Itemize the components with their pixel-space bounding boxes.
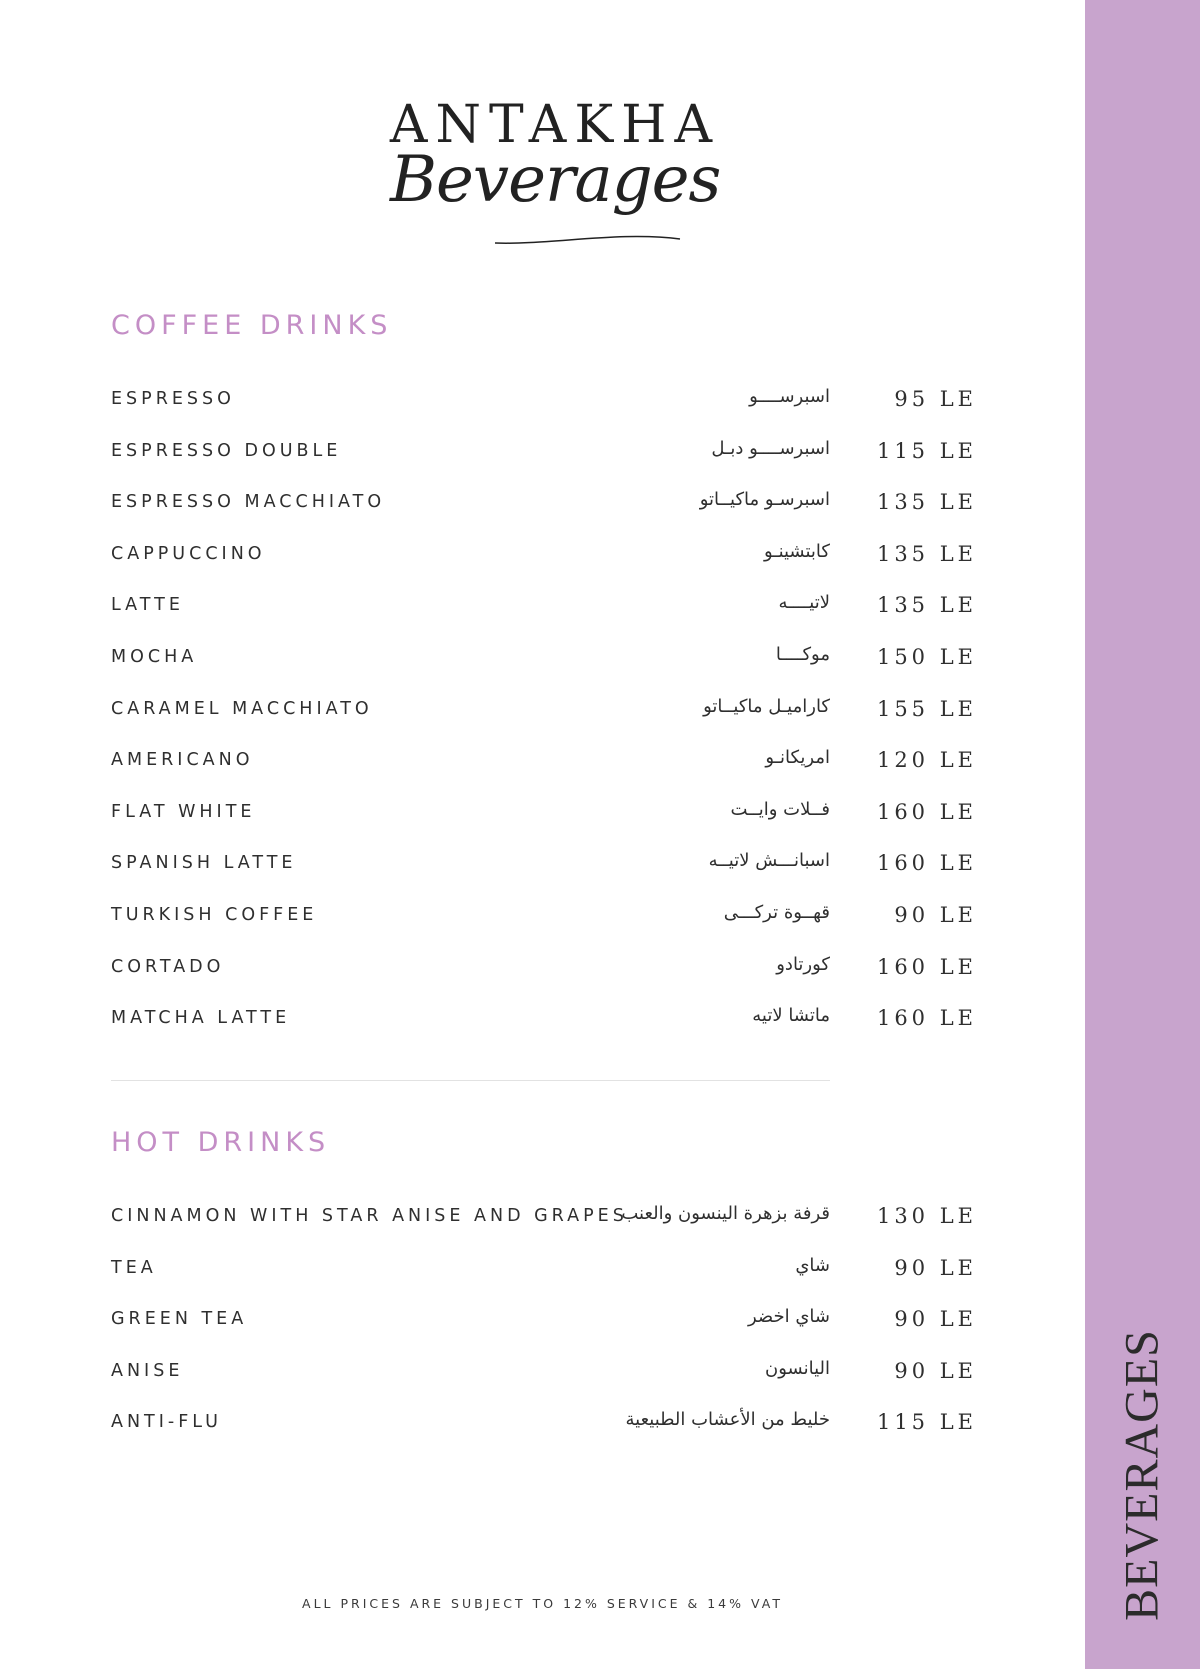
item-price: 155 LE [876,696,977,721]
item-name-en: CINNAMON WITH STAR ANISE AND GRAPES [111,1206,628,1226]
item-price: 150 LE [876,645,977,669]
menu-item-row [0,850,1085,893]
menu-item-row [0,953,1085,997]
item-price: 160 LE [876,1006,977,1031]
item-name-en: ESPRESSO MACCHIATO [111,492,386,513]
item-name-en: ESPRESSO DOUBLE [111,440,342,461]
item-name-ar: اسبرســــو دبـل [711,437,830,459]
item-name-ar: قرفة بزهرة الينسون والعنب [621,1203,830,1224]
item-name-ar: شاي اخضر [747,1306,830,1328]
side-band-label: BEVERAGES [1115,1329,1169,1621]
item-price: 160 LE [876,851,977,876]
item-name-en: FLAT WHITE [111,801,256,822]
item-price: 90 LE [894,903,977,927]
item-price: 90 LE [894,1255,977,1280]
item-name-en: MATCHA LATTE [111,1008,291,1029]
item-price: 135 LE [876,490,977,515]
menu-item-row [0,902,1085,945]
item-price: 115 LE [876,438,977,463]
logo-brand-text: ANTAKHA [389,95,721,155]
item-name-ar: كاراميـل ماكيــاتو [703,695,830,717]
logo-swash [380,135,730,245]
menu-item-row [0,1357,1085,1401]
item-name-ar: فــلات وايــت [730,798,830,820]
menu-item-row [0,489,1085,532]
item-price: 135 LE [876,593,977,618]
menu-item-row [0,1203,1085,1246]
item-name-en: SPANISH LATTE [111,853,297,874]
item-name-ar: اسبرســــو [749,386,830,407]
item-name-ar: اسبانـــش لاتيــه [708,850,830,872]
item-price: 120 LE [876,748,977,773]
menu-item-row [0,798,1085,842]
item-name-en: ESPRESSO [111,389,235,409]
item-price: 160 LE [876,799,977,824]
menu-item-row [0,747,1085,790]
item-name-ar: لاتيــــه [778,592,830,614]
menu-item-row [0,695,1085,739]
item-price: 135 LE [876,541,977,566]
item-name-ar: كورتادو [776,953,830,975]
item-name-ar: اسبرسـو ماكيــاتو [699,489,830,511]
item-name-ar: قهــوة تركـــى [723,902,830,923]
item-name-en: LATTE [111,595,184,616]
item-name-en: GREEN TEA [111,1309,248,1330]
menu-item-row [0,1409,1085,1452]
menu-item-row [0,644,1085,687]
item-name-en: MOCHA [111,647,198,667]
menu-item-row [0,540,1085,584]
item-name-ar: خليط من الأعشاب الطبيعية [625,1409,830,1431]
section-title-hot-drinks: HOT DRINKS [111,1127,331,1158]
item-name-ar: كابتشينـو [764,540,830,562]
item-name-en: AMERICANO [111,750,254,771]
menu-item-row [0,1005,1085,1048]
item-price: 90 LE [894,1307,977,1332]
item-name-ar: موكــــا [775,644,830,665]
item-name-ar: اليانسون [765,1357,830,1379]
item-name-ar: امريكانـو [765,747,830,769]
section-title-coffee-drinks: COFFEE DRINKS [111,310,393,341]
item-name-en: ANTI-FLU [111,1412,222,1433]
item-price: 90 LE [894,1358,977,1383]
item-name-ar: شاي [795,1254,830,1276]
item-name-en: CARAMEL MACCHIATO [111,698,373,719]
item-name-en: ANISE [111,1360,184,1381]
item-price: 160 LE [876,954,977,979]
logo [380,95,730,245]
menu-item-row [0,1254,1085,1298]
item-name-en: TEA [111,1257,157,1278]
item-name-en: CAPPUCCINO [111,543,266,564]
menu-item-row [0,437,1085,481]
item-name-ar: ماتشا لاتيه [752,1005,830,1027]
item-name-en: CORTADO [111,956,225,977]
item-name-en: TURKISH COFFEE [111,905,318,925]
item-price: 130 LE [876,1204,977,1228]
menu-item-row [0,1306,1085,1349]
menu-item-row [0,592,1085,635]
item-price: 115 LE [876,1410,977,1435]
menu-item-row [0,386,1085,429]
logo-script-text: Beverages [390,143,721,217]
footer-note: ALL PRICES ARE SUBJECT TO 12% SERVICE & 14% VAT [302,1596,783,1611]
item-price: 95 LE [894,387,977,411]
section-divider [111,1080,830,1081]
